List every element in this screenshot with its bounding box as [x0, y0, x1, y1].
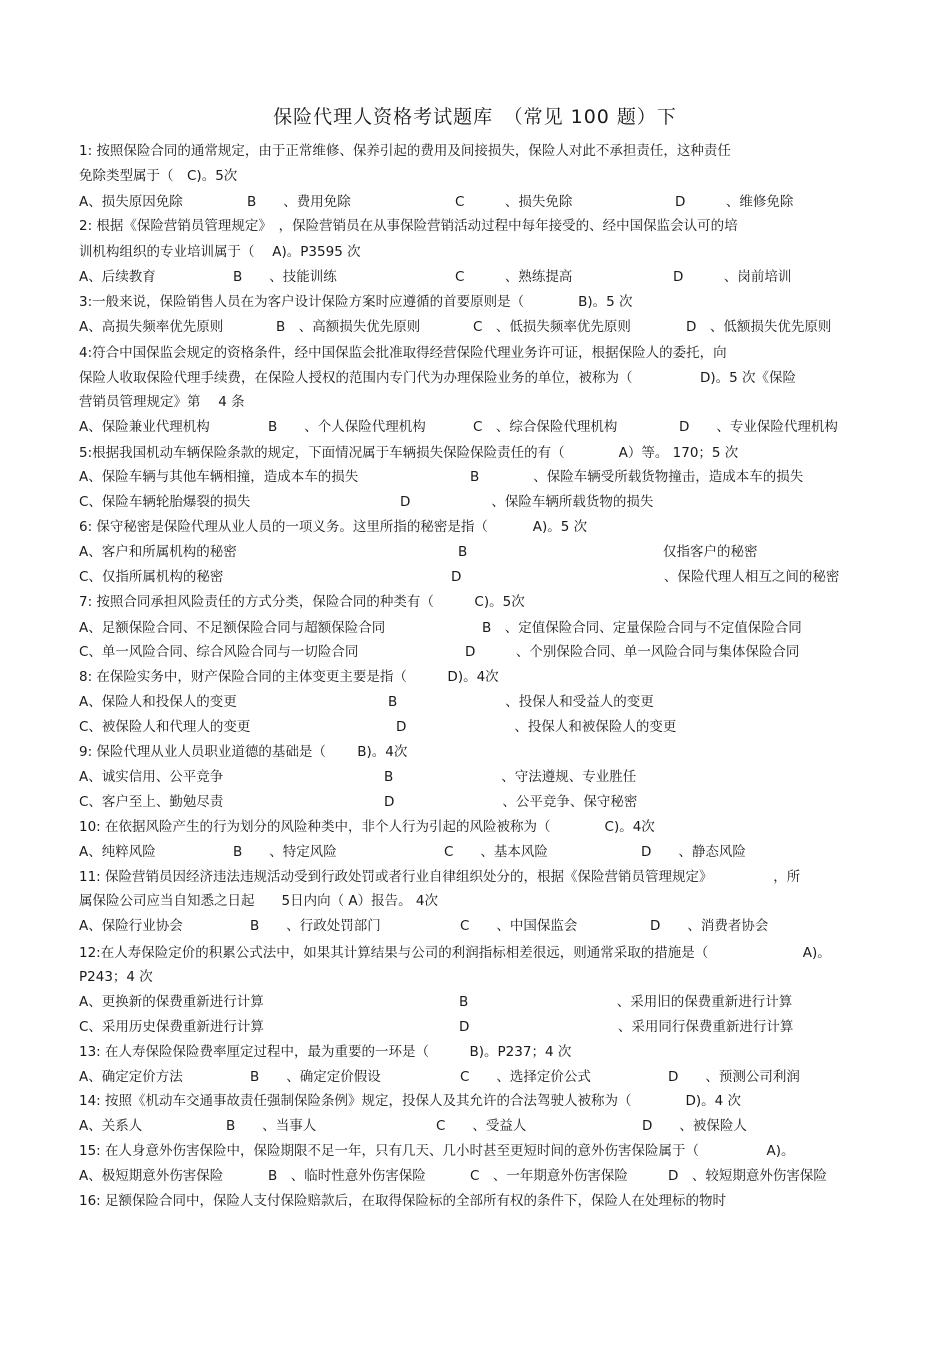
- question-13-option-d: D 、预测公司利润: [668, 1069, 800, 1085]
- question-12-option-d: D 、采用同行保费重新进行计算: [459, 1019, 794, 1035]
- question-7-option-c: C、单一风险合同、综合风险合同与一切险合同: [79, 644, 359, 660]
- question-15-option-b: B 、临时性意外伤害保险: [268, 1168, 426, 1184]
- question-4-option-a: A、保险兼业代理机构: [79, 419, 210, 435]
- question-1-line-1: 1: 按照保险合同的通常规定，由于正常维修、保养引起的费用及间接损失，保险人对此不承担责任，这种责任: [79, 143, 731, 159]
- question-8-option-c: C、被保险人和代理人的变更: [79, 719, 251, 735]
- question-11-option-c: C 、中国保监会: [460, 918, 578, 934]
- question-4-option-d: D 、专业保险代理机构: [679, 419, 838, 435]
- question-3-line-1: 3:一般来说，保险销售人员在为客户设计保险方案时应遵循的首要原则是（ B)。5 次: [79, 294, 633, 310]
- question-11-option-d: D 、消费者协会: [650, 918, 769, 934]
- question-2-option-c: C 、熟练提高: [455, 269, 573, 285]
- question-6-option-d: D 、保险代理人相互之间的秘密: [451, 569, 840, 585]
- question-14-option-d: D 、被保险人: [642, 1118, 747, 1134]
- question-2-line-1: 2: 根据《保险营销员管理规定》 ，保险营销员在从事保险营销活动过程中每年接受的、经中国保监会认可的培: [79, 218, 738, 234]
- question-14-option-a: A、关系人: [79, 1118, 143, 1134]
- question-15-option-c: C 、一年期意外伤害保险: [470, 1168, 628, 1184]
- question-10-line-1: 10: 在依据风险产生的行为划分的风险种类中，非个人行为引起的风险被称为（ C)。4次: [79, 819, 655, 835]
- question-1-line-2: 免除类型属于（ C)。5次: [79, 168, 238, 184]
- question-8-option-a: A、保险人和投保人的变更: [79, 694, 237, 710]
- question-11-line-1: 11: 保险营销员因经济违法违规活动受到行政处罚或者行业自律组织处分的，根据《保险营销员管理规定》 ，所: [79, 869, 801, 885]
- question-13-option-b: B 、确定定价假设: [250, 1069, 381, 1085]
- question-4-line-2: 保险人收取保险代理手续费，在保险人授权的范围内专门代为办理保险业务的单位，被称为（ D)。5 次《保险: [79, 370, 797, 386]
- question-13-option-a: A、确定定价方法: [79, 1069, 183, 1085]
- question-12-option-c: C、采用历史保费重新进行计算: [79, 1019, 264, 1035]
- question-1-option-c: C 、损失免除: [455, 194, 573, 210]
- question-10-option-d: D 、静态风险: [641, 844, 746, 860]
- question-2-line-2: 训机构组织的专业培训属于（ A)。P3595 次: [79, 244, 361, 260]
- question-6-option-a: A、客户和所属机构的秘密: [79, 544, 237, 560]
- question-15-option-d: D 、较短期意外伤害保险: [668, 1168, 827, 1184]
- question-13-line-1: 13: 在人寿保险保险费率厘定过程中，最为重要的一环是（ B)。P237；4 次: [79, 1044, 572, 1060]
- question-11-line-2: 属保险公司应当自知悉之日起 5日内向（ A）报告。 4次: [79, 893, 438, 909]
- question-5-option-a: A、保险车辆与其他车辆相撞，造成本车的损失: [79, 469, 359, 485]
- question-7-line-1: 7: 按照合同承担风险责任的方式分类，保险合同的种类有（ C)。5次: [79, 594, 525, 610]
- question-10-option-b: B 、特定风险: [233, 844, 337, 860]
- question-7-option-a: A、足额保险合同、不足额保险合同与超额保险合同: [79, 620, 386, 636]
- question-10-option-a: A、纯粹风险: [79, 844, 156, 860]
- question-8-option-d: D 、投保人和被保险人的变更: [396, 719, 677, 735]
- question-9-line-1: 9: 保险代理从业人员职业道德的基础是（ B)。4次: [79, 744, 408, 760]
- question-15-line-1: 15: 在人身意外伤害保险中，保险期限不足一年，只有几天、几小时甚至更短时间的意外伤害保险属于（ A)。: [79, 1143, 795, 1159]
- question-7-option-b: B 、定值保险合同、定量保险合同与不定值保险合同: [482, 620, 802, 636]
- question-8-line-1: 8: 在保险实务中，财产保险合同的主体变更主要是指（ D)。4次: [79, 669, 499, 685]
- question-1-option-a: A、损失原因免除: [79, 194, 183, 210]
- question-14-option-c: C 、受益人: [436, 1118, 527, 1134]
- question-9-option-b: B 、守法遵规、专业胜任: [384, 769, 637, 785]
- question-3-option-d: D 、低额损失优先原则: [686, 319, 832, 335]
- question-7-option-d: D 、个别保险合同、单一风险合同与集体保险合同: [465, 644, 800, 660]
- question-4-line-1: 4:符合中国保监会规定的资格条件，经中国保监会批准取得经营保险代理业务许可证，根据保险人的委托，向: [79, 345, 727, 361]
- question-4-option-c: C 、综合保险代理机构: [473, 419, 618, 435]
- question-1-option-d: D 、维修免除: [675, 194, 794, 210]
- question-8-option-b: B 、投保人和受益人的变更: [388, 694, 654, 710]
- question-11-option-b: B 、行政处罚部门: [250, 918, 381, 934]
- question-12-option-a: A、更换新的保费重新进行计算: [79, 994, 264, 1010]
- question-14-line-1: 14: 按照《机动车交通事故责任强制保险条例》规定，投保人及其允许的合法驾驶人被称为（ D)。4 次: [79, 1093, 742, 1109]
- question-13-option-c: C 、选择定价公式: [460, 1069, 591, 1085]
- question-12-option-b: B 、采用旧的保费重新进行计算: [459, 994, 793, 1010]
- question-6-line-1: 6: 保守秘密是保险代理从业人员的一项义务。这里所指的秘密是指（ A)。5 次: [79, 519, 588, 535]
- page-title: 保险代理人资格考试题库 （常见 100 题）下: [273, 106, 677, 128]
- question-5-line-1: 5:根据我国机动车辆保险条款的规定，下面情况属于车辆损失保险保险责任的有（ A）等。 170；5 次: [79, 445, 739, 461]
- question-15-option-a: A、极短期意外伤害保险: [79, 1168, 224, 1184]
- question-12-line-1: 12:在人寿保险定价的积累公式法中，如果其计算结果与公司的利润指标相差很远，则通常采取的措施是（ A)。: [79, 945, 831, 961]
- question-9-option-c: C、客户至上、勤勉尽责: [79, 794, 224, 810]
- question-5-option-c: C、保险车辆轮胎爆裂的损失: [79, 494, 251, 510]
- question-2-option-b: B 、技能训练: [233, 269, 337, 285]
- question-5-option-d: D 、保险车辆所载货物的损失: [400, 494, 654, 510]
- question-6-option-b-text: 仅指客户的秘密: [663, 544, 758, 560]
- question-9-option-d: D 、公平竞争、保守秘密: [384, 794, 638, 810]
- question-6-option-c: C、仅指所属机构的秘密: [79, 569, 224, 585]
- question-6-option-b: B: [458, 544, 468, 560]
- question-3-option-c: C 、低损失频率优先原则: [473, 319, 631, 335]
- question-4-option-b: B 、个人保险代理机构: [268, 419, 426, 435]
- question-11-option-a: A、保险行业协会: [79, 918, 183, 934]
- question-4-line-3: 营销员管理规定》第 4 条: [79, 394, 245, 410]
- question-2-option-d: D 、岗前培训: [673, 269, 792, 285]
- question-3-option-b: B 、高额损失优先原则: [276, 319, 421, 335]
- question-3-option-a: A、高损失频率优先原则: [79, 319, 224, 335]
- question-10-option-c: C 、基本风险: [444, 844, 548, 860]
- question-5-option-b: B 、保险车辆受所载货物撞击，造成本车的损失: [470, 469, 804, 485]
- question-2-option-a: A、后续教育: [79, 269, 156, 285]
- question-12-line-2: P243；4 次: [79, 969, 153, 985]
- question-16-line-1: 16: 足额保险合同中，保险人支付保险赔款后，在取得保险标的全部所有权的条件下，保险人在处理标的物时: [79, 1193, 727, 1209]
- question-9-option-a: A、诚实信用、公平竞争: [79, 769, 224, 785]
- question-1-option-b: B 、费用免除: [247, 194, 351, 210]
- question-14-option-b: B 、当事人: [226, 1118, 317, 1134]
